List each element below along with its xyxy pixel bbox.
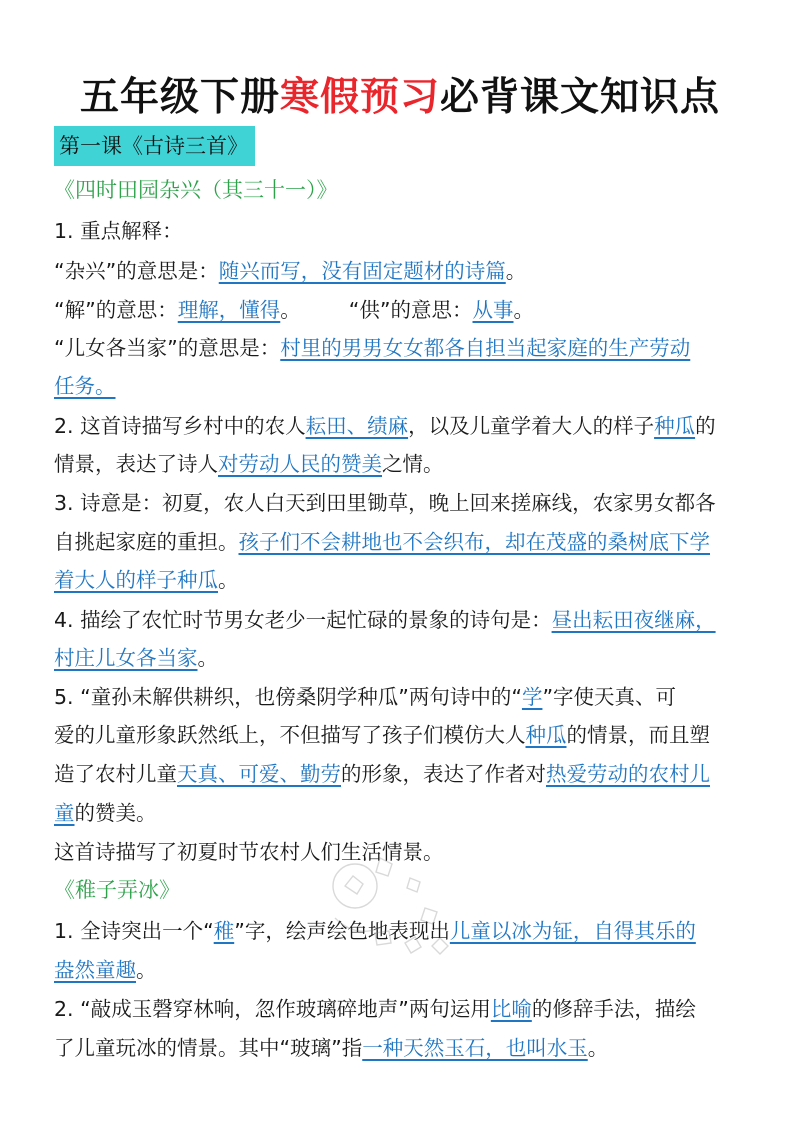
item3-text-b: 自挑起家庭的重担。 <box>54 530 239 554</box>
item5-text-c: 爱的儿童形象跃然纸上，不但描写了孩子们模仿大人 <box>54 723 526 747</box>
item5-text-e: 造了农村儿童 <box>54 762 177 786</box>
poem2-item1-end: 。 <box>136 958 157 982</box>
item5-line-4 <box>54 796 157 826</box>
poem2-item1-answer-2b: 盎然童趣 <box>54 958 136 982</box>
item5-line-3 <box>54 757 710 787</box>
item3-line-3 <box>54 563 239 593</box>
item5-line-1 <box>54 680 676 710</box>
jie-answer: 理解，懂得 <box>177 298 281 322</box>
ernv-line <box>54 331 690 361</box>
item5-answer-2: 种瓜 <box>525 723 567 747</box>
item5-text-a: 5. “童孙未解供耕织，也傍桑阴学种瓜”两句诗中的“ <box>54 685 522 709</box>
page-title <box>0 66 800 122</box>
zaxing-answer: 随兴而写，没有固定题材的诗篇 <box>218 259 506 283</box>
zaxing-prefix: “杂兴”的意思是： <box>54 259 219 283</box>
item3-answer-b: 着大人的样子种瓜 <box>54 568 218 592</box>
item5-text-g: 的赞美。 <box>74 801 157 825</box>
item2-line-1 <box>54 409 716 439</box>
jie-gong-line <box>54 293 534 323</box>
item2-text-a: 2. 这首诗描写乡村中的农人 <box>54 414 306 438</box>
poem2-item1-answer-1: 稚 <box>213 919 235 943</box>
poem2-item2-text-b: 的修辞手法，描绘 <box>531 997 696 1021</box>
lesson-heading: 第一课《古诗三首》 <box>54 126 255 166</box>
item3-line-2 <box>54 525 710 555</box>
ernv-answer-a: 村里的男男女女都各自担当起家庭的生产劳动 <box>280 336 691 360</box>
item4-text-a: 4. 描绘了农忙时节男女老少一起忙碌的景象的诗句是： <box>54 608 552 632</box>
zaxing-line <box>54 254 526 284</box>
poem2-item2-line-1 <box>54 992 696 1022</box>
poem2-item2-answer-1: 比喻 <box>490 997 532 1021</box>
item5-answer-4b: 童 <box>54 801 75 825</box>
item4-answer-b: 村庄儿女各当家 <box>54 646 198 670</box>
ernv-answer-b: 任务。 <box>54 374 116 398</box>
item5-text-b: ”字使天真、可 <box>542 685 677 709</box>
item2-text-e: 之情。 <box>382 452 444 476</box>
title-highlight: 寒假预习 <box>279 75 440 120</box>
poem2-item2-end: 。 <box>587 1036 609 1060</box>
gong-answer: 从事 <box>472 298 514 322</box>
item5-text-d: 的情景，而且塑 <box>566 723 710 747</box>
zaxing-end: 。 <box>505 259 527 283</box>
item5-answer-3: 天真、可爱、勤劳 <box>177 762 341 786</box>
item2-answer-1: 耘田、绩麻 <box>305 414 409 438</box>
item3-answer-a: 孩子们不会耕地也不会织布，却在茂盛的桑树底下学 <box>238 530 710 554</box>
poem2-item1-line-1 <box>54 914 696 944</box>
item2-text-d: 情景，表达了诗人 <box>54 452 218 476</box>
item4-end: 。 <box>197 646 218 670</box>
item5-line-2 <box>54 718 710 748</box>
item5-answer-4a: 热爱劳动的农村儿 <box>546 762 710 786</box>
poem2-item2-line-2 <box>54 1031 608 1061</box>
item2-text-c: 的 <box>695 414 716 438</box>
poem2-item2-answer-2: 一种天然玉石，也叫水玉 <box>362 1036 588 1060</box>
item5-answer-1: 学 <box>521 685 543 709</box>
poem1-item1-heading: 1. 重点解释： <box>54 219 183 243</box>
poem2-item1-text-a: 1. 全诗突出一个“ <box>54 919 214 943</box>
item4-line-2 <box>54 641 218 671</box>
gong-end: 。 <box>513 298 534 322</box>
jie-prefix: “解”的意思： <box>54 298 178 322</box>
poem2-item2-text-c: 了儿童玩冰的情景。其中“玻璃”指 <box>54 1036 363 1060</box>
item2-answer-2: 种瓜 <box>654 414 696 438</box>
poem2-title: 《稚子弄冰》 <box>54 878 180 902</box>
poem1-summary: 这首诗描写了初夏时节农村人们生活情景。 <box>54 840 444 864</box>
poem2-item1-answer-2a: 儿童以冰为钲，自得其乐的 <box>449 919 696 943</box>
poem1-title: 《四时田园杂兴（其三十一）》 <box>54 178 338 202</box>
item3-line-1: 3. 诗意是：初夏，农人白天到田里锄草，晚上回来搓麻线，农家男女都各 <box>54 491 716 515</box>
ernv-prefix: “儿女各当家”的意思是： <box>54 336 281 360</box>
jie-end: 。 <box>280 298 301 322</box>
ernv-line-2 <box>54 369 116 399</box>
gong-prefix: “供”的意思： <box>348 298 473 322</box>
title-part1: 五年级下册 <box>79 75 280 120</box>
poem2-item2-text-a: 2. “敲成玉磬穿林响，忽作玻璃碎地声”两句运用 <box>54 997 491 1021</box>
poem2-item1-text-b: ”字，绘声绘色地表现出 <box>234 919 450 943</box>
item2-text-b: ，以及儿童学着大人的样子 <box>408 414 655 438</box>
item4-answer-a: 昼出耘田夜继麻， <box>551 608 716 632</box>
title-part2: 必背课文知识点 <box>440 75 721 120</box>
poem2-item1-line-2 <box>54 953 157 983</box>
item2-line-2 <box>54 447 444 477</box>
item2-answer-3: 对劳动人民的赞美 <box>218 452 382 476</box>
item5-text-f: 的形象，表达了作者对 <box>341 762 546 786</box>
item4-line-1 <box>54 603 716 633</box>
item3-end: 。 <box>218 568 239 592</box>
